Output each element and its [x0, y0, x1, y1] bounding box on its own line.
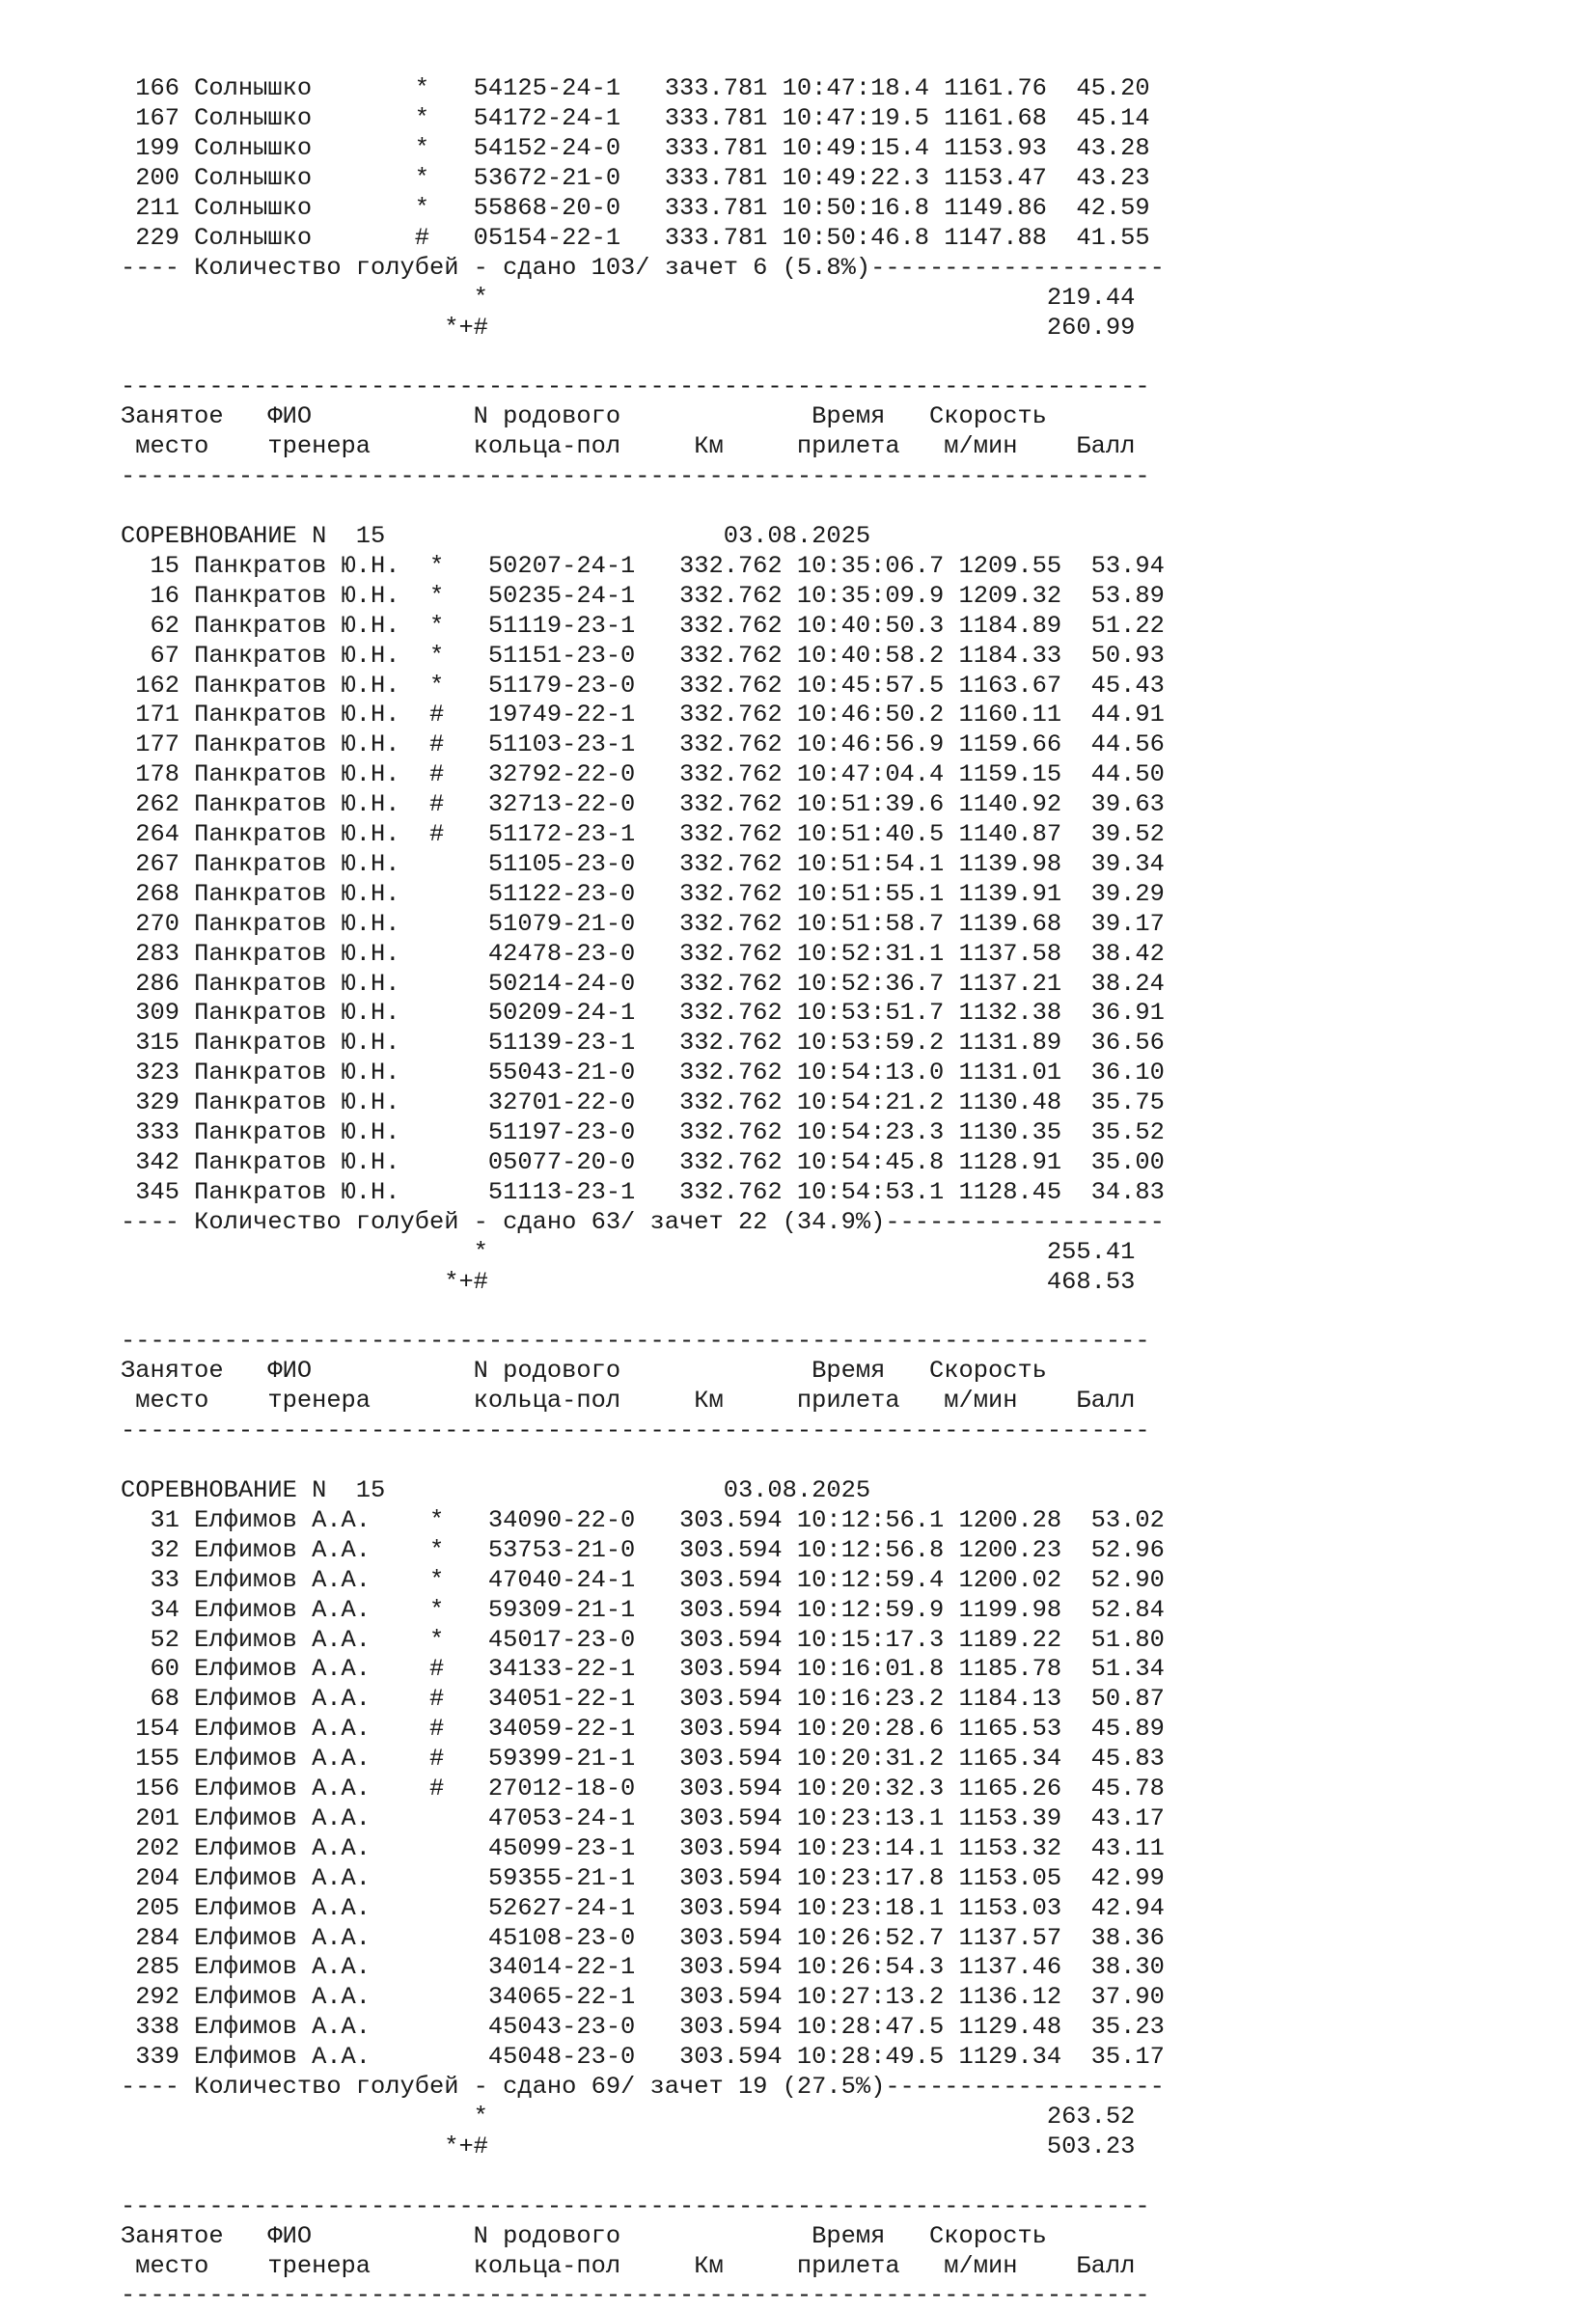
report-line: 171 Панкратов Ю.Н. # 19749-22-1 332.762 10:46:50.2 1160.11 44.91: [121, 701, 1165, 729]
report-line: место тренера кольца-пол Км прилета м/мин Балл: [121, 2251, 1136, 2280]
report-line: 205 Елфимов А.А. 52627-24-1 303.594 10:23:18.1 1153.03 42.94: [121, 1893, 1165, 1922]
report-line: ---- Количество голубей - сдано 69/ зачет 19 (27.5%)-------------------: [121, 2073, 1165, 2102]
report-line: ----------------------------------------------------------------------: [121, 1327, 1150, 1356]
report-line: *+# 503.23: [121, 2132, 1136, 2160]
report-line: 229 Солнышко # 05154-22-1 333.781 10:50:46.8 1147.88 41.55: [121, 223, 1150, 252]
report-line: СОРЕВНОВАНИЕ N 15 03.08.2025: [121, 521, 871, 550]
report-line: [121, 2162, 1596, 2192]
report-line: 329 Панкратов Ю.Н. 32701-22-0 332.762 10:54:21.2 1130.48 35.75: [121, 1088, 1165, 1117]
report-text-body: [121, 74, 1596, 2311]
report-line: 270 Панкратов Ю.Н. 51079-21-0 332.762 10:51:58.7 1139.68 39.17: [121, 909, 1165, 938]
report-line: ----------------------------------------------------------------------: [121, 1417, 1150, 1445]
report-line: [121, 1446, 1596, 1476]
report-line: ---- Количество голубей - сдано 103/ зачет 6 (5.8%)--------------------: [121, 253, 1165, 282]
report-line: 68 Елфимов А.А. # 34051-22-1 303.594 10:16:23.2 1184.13 50.87: [121, 1685, 1165, 1714]
report-line: [121, 1298, 1596, 1328]
report-line: 33 Елфимов А.А. * 47040-24-1 303.594 10:12:59.4 1200.02 52.90: [121, 1565, 1165, 1594]
report-line: 162 Панкратов Ю.Н. * 51179-23-0 332.762 10:45:57.5 1163.67 45.43: [121, 671, 1165, 700]
report-line: [121, 344, 1596, 373]
report-line: 338 Елфимов А.А. 45043-23-0 303.594 10:28:47.5 1129.48 35.23: [121, 2013, 1165, 2042]
report-line: 177 Панкратов Ю.Н. # 51103-23-1 332.762 10:46:56.9 1159.66 44.56: [121, 730, 1165, 759]
report-line: 309 Панкратов Ю.Н. 50209-24-1 332.762 10:53:51.7 1132.38 36.91: [121, 999, 1165, 1028]
report-line: 16 Панкратов Ю.Н. * 50235-24-1 332.762 10:35:09.9 1209.32 53.89: [121, 581, 1165, 610]
report-line: Занятое ФИО N родового Время Скорость: [121, 402, 1047, 431]
report-line: 286 Панкратов Ю.Н. 50214-24-0 332.762 10:52:36.7 1137.21 38.24: [121, 969, 1165, 998]
report-line: 284 Елфимов А.А. 45108-23-0 303.594 10:26:52.7 1137.57 38.36: [121, 1923, 1165, 1952]
report-line: 204 Елфимов А.А. 59355-21-1 303.594 10:23:17.8 1153.05 42.99: [121, 1863, 1165, 1892]
report-line: 154 Елфимов А.А. # 34059-22-1 303.594 10:20:28.6 1165.53 45.89: [121, 1715, 1165, 1744]
report-line: ---- Количество голубей - сдано 63/ зачет 22 (34.9%)-------------------: [121, 1207, 1165, 1236]
report-line: 67 Панкратов Ю.Н. * 51151-23-0 332.762 10:40:58.2 1184.33 50.93: [121, 641, 1165, 670]
report-line: 345 Панкратов Ю.Н. 51113-23-1 332.762 10:54:53.1 1128.45 34.83: [121, 1177, 1165, 1206]
report-line: 342 Панкратов Ю.Н. 05077-20-0 332.762 10:54:45.8 1128.91 35.00: [121, 1148, 1165, 1177]
report-line: [121, 492, 1596, 522]
report-line: 262 Панкратов Ю.Н. # 32713-22-0 332.762 10:51:39.6 1140.92 39.63: [121, 790, 1165, 819]
report-line: 156 Елфимов А.А. # 27012-18-0 303.594 10:20:32.3 1165.26 45.78: [121, 1775, 1165, 1803]
report-line: * 263.52: [121, 2103, 1136, 2132]
report-line: 15 Панкратов Ю.Н. * 50207-24-1 332.762 10:35:06.7 1209.55 53.94: [121, 551, 1165, 580]
report-line: 60 Елфимов А.А. # 34133-22-1 303.594 10:16:01.8 1185.78 51.34: [121, 1655, 1165, 1684]
report-line: *+# 260.99: [121, 313, 1136, 342]
report-line: 199 Солнышко * 54152-24-0 333.781 10:49:15.4 1153.93 43.28: [121, 134, 1150, 163]
report-line: 52 Елфимов А.А. * 45017-23-0 303.594 10:15:17.3 1189.22 51.80: [121, 1625, 1165, 1654]
report-line: место тренера кольца-пол Км прилета м/мин Балл: [121, 432, 1136, 461]
report-line: 202 Елфимов А.А. 45099-23-1 303.594 10:23:14.1 1153.32 43.11: [121, 1833, 1165, 1862]
report-line: Занятое ФИО N родового Время Скорость: [121, 2221, 1047, 2250]
report-line: * 219.44: [121, 283, 1136, 312]
report-line: * 255.41: [121, 1237, 1136, 1266]
report-line: место тренера кольца-пол Км прилета м/мин Балл: [121, 1387, 1136, 1416]
report-line: 178 Панкратов Ю.Н. # 32792-22-0 332.762 10:47:04.4 1159.15 44.50: [121, 760, 1165, 789]
report-line: 315 Панкратов Ю.Н. 51139-23-1 332.762 10:53:59.2 1131.89 36.56: [121, 1029, 1165, 1058]
report-line: 34 Елфимов А.А. * 59309-21-1 303.594 10:12:59.9 1199.98 52.84: [121, 1595, 1165, 1624]
report-line: ----------------------------------------------------------------------: [121, 2191, 1150, 2220]
report-line: 155 Елфимов А.А. # 59399-21-1 303.594 10:20:31.2 1165.34 45.83: [121, 1745, 1165, 1774]
report-line: 211 Солнышко * 55868-20-0 333.781 10:50:16.8 1149.86 42.59: [121, 194, 1150, 223]
report-line: ----------------------------------------------------------------------: [121, 2281, 1150, 2310]
report-line: 32 Елфимов А.А. * 53753-21-0 303.594 10:12:56.8 1200.23 52.96: [121, 1535, 1165, 1564]
report-line: 285 Елфимов А.А. 34014-22-1 303.594 10:26:54.3 1137.46 38.30: [121, 1953, 1165, 1982]
report-line: 323 Панкратов Ю.Н. 55043-21-0 332.762 10:54:13.0 1131.01 36.10: [121, 1059, 1165, 1087]
report-line: ----------------------------------------------------------------------: [121, 372, 1150, 401]
report-line: *+# 468.53: [121, 1267, 1136, 1296]
report-line: 339 Елфимов А.А. 45048-23-0 303.594 10:28:49.5 1129.34 35.17: [121, 2043, 1165, 2072]
report-line: 201 Елфимов А.А. 47053-24-1 303.594 10:23:13.1 1153.39 43.17: [121, 1803, 1165, 1832]
report-line: СОРЕВНОВАНИЕ N 15 03.08.2025: [121, 1475, 871, 1504]
report-line: 166 Солнышко * 54125-24-1 333.781 10:47:18.4 1161.76 45.20: [121, 74, 1150, 103]
report-line: ----------------------------------------------------------------------: [121, 462, 1150, 491]
report-line: 268 Панкратов Ю.Н. 51122-23-0 332.762 10:51:55.1 1139.91 39.29: [121, 879, 1165, 908]
report-line: 292 Елфимов А.А. 34065-22-1 303.594 10:27:13.2 1136.12 37.90: [121, 1983, 1165, 2012]
report-line: 200 Солнышко * 53672-21-0 333.781 10:49:22.3 1153.47 43.23: [121, 164, 1150, 193]
report-line: Занятое ФИО N родового Время Скорость: [121, 1357, 1047, 1386]
report-line: 167 Солнышко * 54172-24-1 333.781 10:47:19.5 1161.68 45.14: [121, 104, 1150, 133]
report-line: 283 Панкратов Ю.Н. 42478-23-0 332.762 10:52:31.1 1137.58 38.42: [121, 939, 1165, 968]
report-line: 264 Панкратов Ю.Н. # 51172-23-1 332.762 10:51:40.5 1140.87 39.52: [121, 820, 1165, 849]
report-line: 62 Панкратов Ю.Н. * 51119-23-1 332.762 10:40:50.3 1184.89 51.22: [121, 611, 1165, 640]
report-line: 31 Елфимов А.А. * 34090-22-0 303.594 10:12:56.1 1200.28 53.02: [121, 1505, 1165, 1534]
report-line: 333 Панкратов Ю.Н. 51197-23-0 332.762 10:54:23.3 1130.35 35.52: [121, 1118, 1165, 1147]
report-line: 267 Панкратов Ю.Н. 51105-23-0 332.762 10:51:54.1 1139.98 39.34: [121, 849, 1165, 878]
